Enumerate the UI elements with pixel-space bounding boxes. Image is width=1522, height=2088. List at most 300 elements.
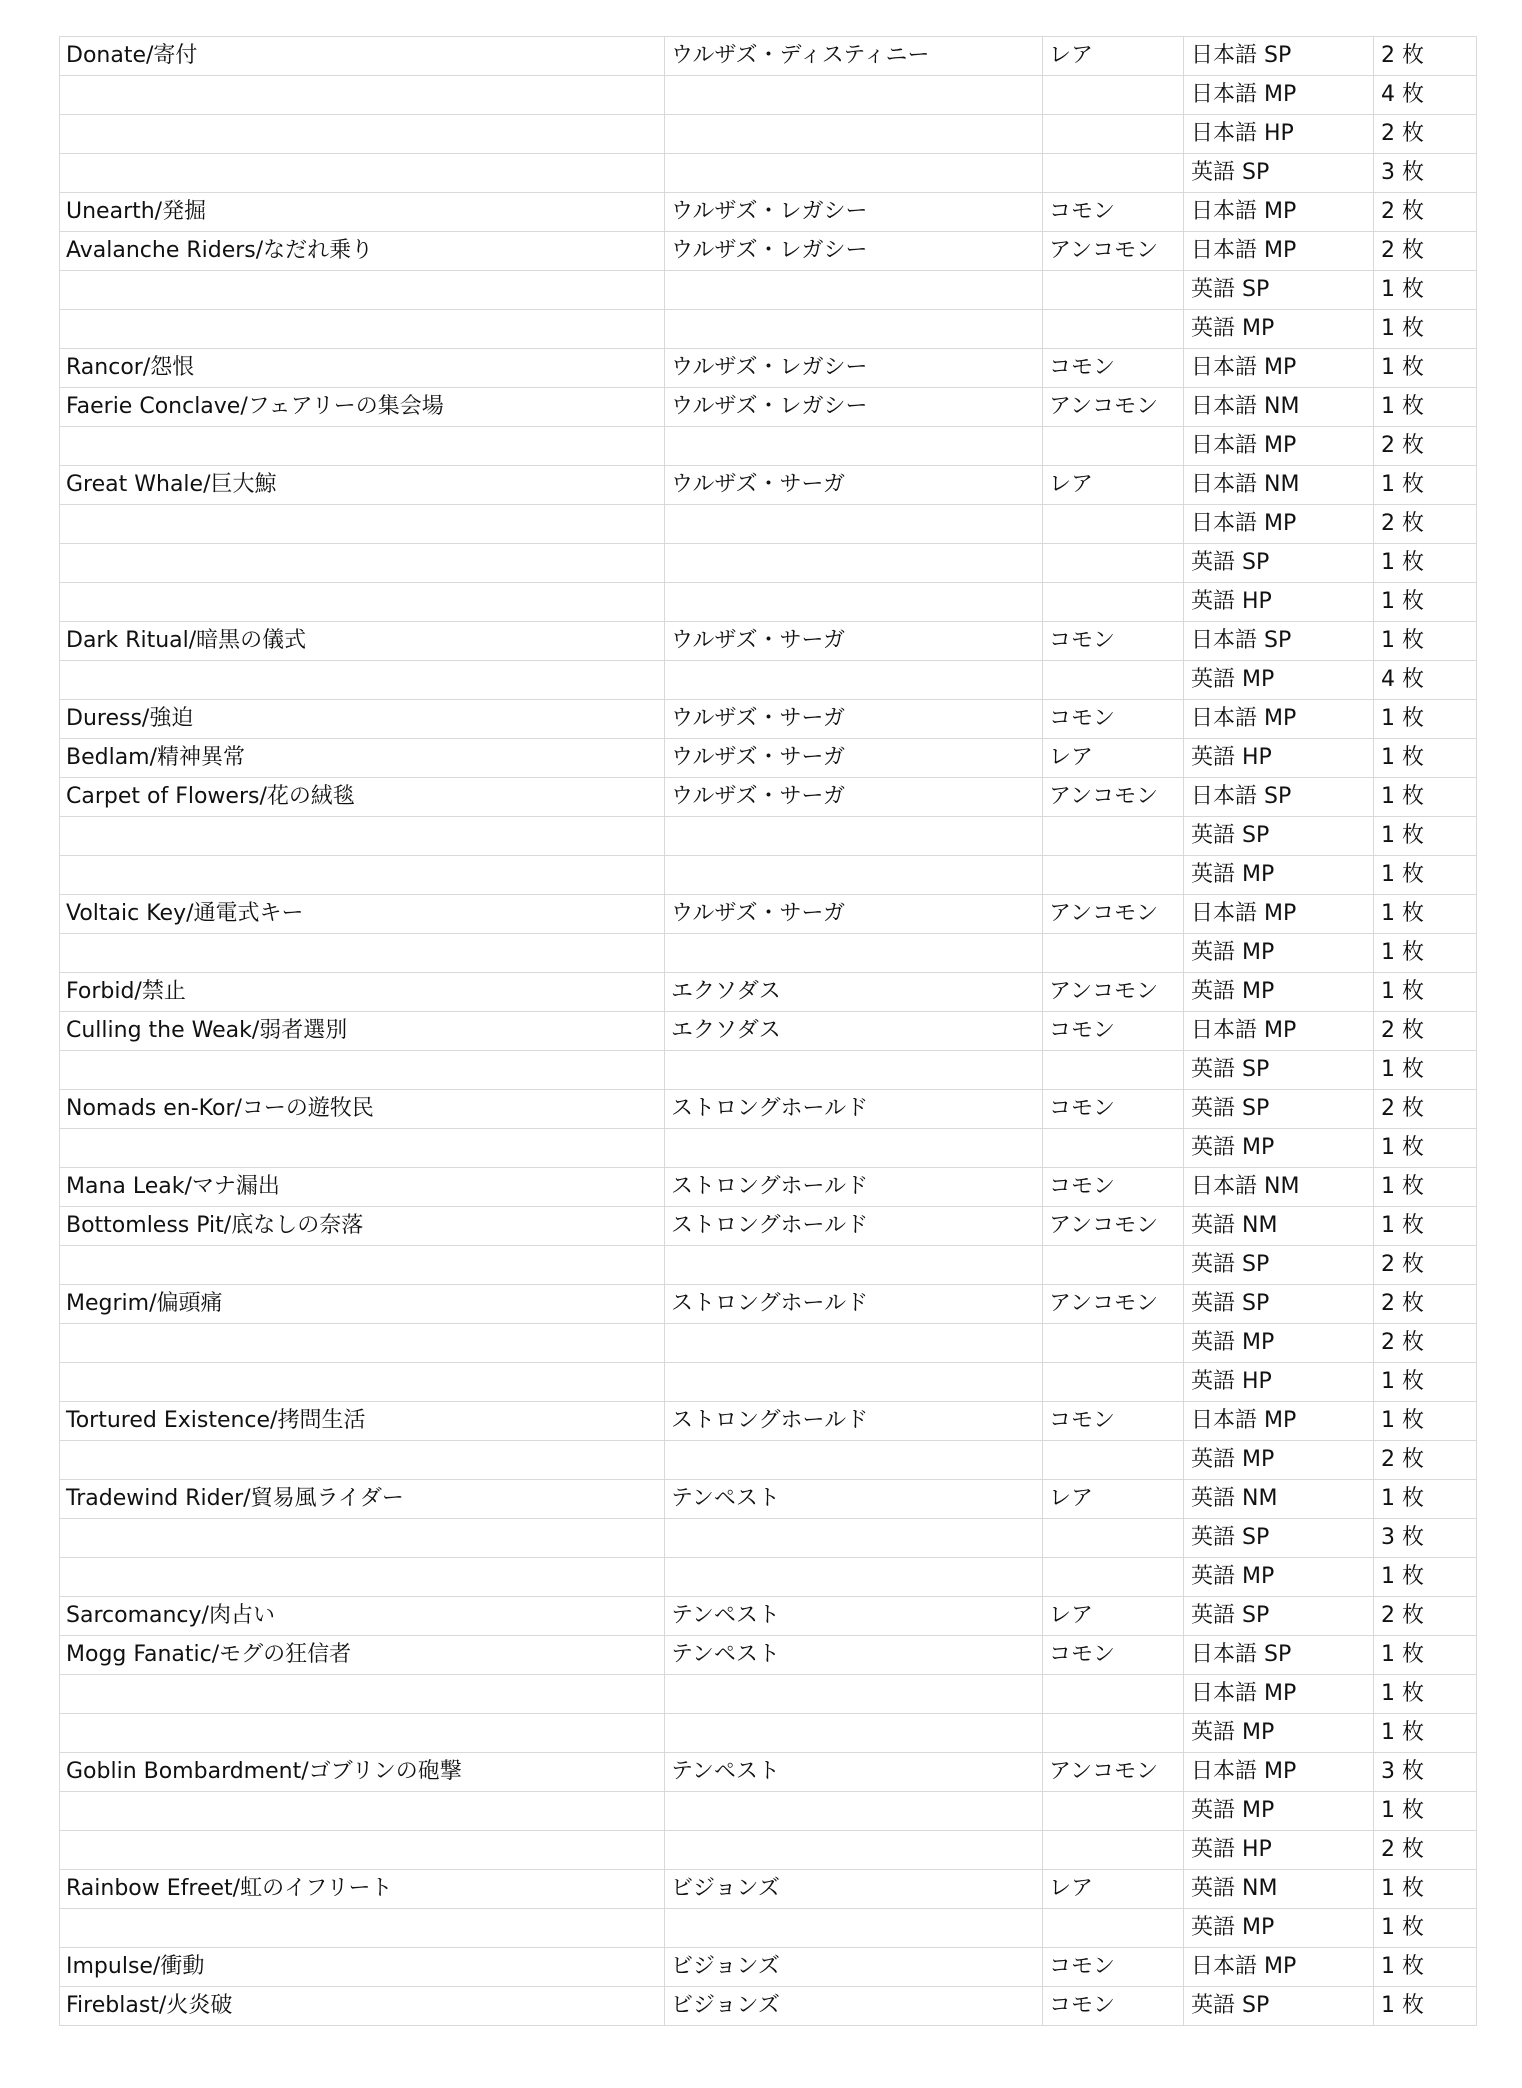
table-row bbox=[60, 154, 1477, 193]
card-name-cell: Tortured Existence/拷問生活 bbox=[60, 1402, 665, 1441]
rarity-cell: レア bbox=[1043, 1480, 1184, 1519]
set-name-cell: ストロングホールド bbox=[665, 1207, 1043, 1246]
rarity-cell: コモン bbox=[1043, 700, 1184, 739]
rarity-cell: アンコモン bbox=[1043, 895, 1184, 934]
quantity-cell: 1 枚 bbox=[1374, 1207, 1477, 1246]
quantity-cell: 1 枚 bbox=[1374, 1714, 1477, 1753]
quantity-cell: 1 枚 bbox=[1374, 1168, 1477, 1207]
set-name-cell bbox=[665, 583, 1043, 622]
set-name-cell bbox=[665, 661, 1043, 700]
language-condition-cell: 英語 SP bbox=[1184, 271, 1374, 310]
table-row bbox=[60, 1402, 1477, 1441]
quantity-cell: 1 枚 bbox=[1374, 622, 1477, 661]
rarity-cell bbox=[1043, 271, 1184, 310]
language-condition-cell: 日本語 NM bbox=[1184, 1168, 1374, 1207]
language-condition-cell: 日本語 MP bbox=[1184, 1948, 1374, 1987]
table-row bbox=[60, 1129, 1477, 1168]
card-name-cell bbox=[60, 1909, 665, 1948]
table-row bbox=[60, 1831, 1477, 1870]
set-name-cell bbox=[665, 1792, 1043, 1831]
card-name-cell: Impulse/衝動 bbox=[60, 1948, 665, 1987]
rarity-cell bbox=[1043, 1324, 1184, 1363]
set-name-cell: ウルザズ・レガシー bbox=[665, 388, 1043, 427]
card-name-cell bbox=[60, 310, 665, 349]
card-name-cell: Megrim/偏頭痛 bbox=[60, 1285, 665, 1324]
card-name-cell: Carpet of Flowers/花の絨毯 bbox=[60, 778, 665, 817]
table-row bbox=[60, 544, 1477, 583]
language-condition-cell: 英語 MP bbox=[1184, 310, 1374, 349]
inventory-rows bbox=[60, 37, 1477, 2026]
quantity-cell: 1 枚 bbox=[1374, 934, 1477, 973]
table-row bbox=[60, 1753, 1477, 1792]
quantity-cell: 2 枚 bbox=[1374, 115, 1477, 154]
set-name-cell: ウルザズ・レガシー bbox=[665, 349, 1043, 388]
quantity-cell: 2 枚 bbox=[1374, 193, 1477, 232]
set-name-cell: ストロングホールド bbox=[665, 1285, 1043, 1324]
language-condition-cell: 日本語 MP bbox=[1184, 700, 1374, 739]
quantity-cell: 1 枚 bbox=[1374, 388, 1477, 427]
rarity-cell bbox=[1043, 544, 1184, 583]
language-condition-cell: 英語 MP bbox=[1184, 1129, 1374, 1168]
table-row bbox=[60, 1909, 1477, 1948]
card-name-cell: Unearth/発掘 bbox=[60, 193, 665, 232]
language-condition-cell: 日本語 SP bbox=[1184, 1636, 1374, 1675]
card-name-cell bbox=[60, 1129, 665, 1168]
quantity-cell: 1 枚 bbox=[1374, 544, 1477, 583]
set-name-cell bbox=[665, 76, 1043, 115]
set-name-cell: ウルザズ・レガシー bbox=[665, 232, 1043, 271]
language-condition-cell: 日本語 HP bbox=[1184, 115, 1374, 154]
card-name-cell: Duress/強迫 bbox=[60, 700, 665, 739]
card-name-cell: Great Whale/巨大鯨 bbox=[60, 466, 665, 505]
language-condition-cell: 日本語 SP bbox=[1184, 778, 1374, 817]
card-name-cell: Voltaic Key/通電式キー bbox=[60, 895, 665, 934]
language-condition-cell: 英語 SP bbox=[1184, 1597, 1374, 1636]
rarity-cell: レア bbox=[1043, 1870, 1184, 1909]
rarity-cell bbox=[1043, 1831, 1184, 1870]
quantity-cell: 1 枚 bbox=[1374, 310, 1477, 349]
table-row bbox=[60, 271, 1477, 310]
card-name-cell bbox=[60, 1324, 665, 1363]
card-name-cell: Donate/寄付 bbox=[60, 37, 665, 76]
quantity-cell: 2 枚 bbox=[1374, 427, 1477, 466]
rarity-cell: コモン bbox=[1043, 1090, 1184, 1129]
table-row bbox=[60, 505, 1477, 544]
language-condition-cell: 英語 SP bbox=[1184, 544, 1374, 583]
language-condition-cell: 英語 MP bbox=[1184, 1714, 1374, 1753]
card-name-cell bbox=[60, 817, 665, 856]
language-condition-cell: 日本語 MP bbox=[1184, 895, 1374, 934]
rarity-cell bbox=[1043, 1441, 1184, 1480]
rarity-cell: コモン bbox=[1043, 1987, 1184, 2026]
card-name-cell bbox=[60, 427, 665, 466]
card-name-cell bbox=[60, 271, 665, 310]
card-name-cell bbox=[60, 934, 665, 973]
set-name-cell bbox=[665, 1246, 1043, 1285]
card-name-cell bbox=[60, 1246, 665, 1285]
card-name-cell bbox=[60, 1051, 665, 1090]
language-condition-cell: 英語 SP bbox=[1184, 1519, 1374, 1558]
set-name-cell: ストロングホールド bbox=[665, 1402, 1043, 1441]
card-name-cell bbox=[60, 154, 665, 193]
quantity-cell: 1 枚 bbox=[1374, 1948, 1477, 1987]
language-condition-cell: 日本語 MP bbox=[1184, 1012, 1374, 1051]
table-row bbox=[60, 1480, 1477, 1519]
quantity-cell: 1 枚 bbox=[1374, 1558, 1477, 1597]
quantity-cell: 1 枚 bbox=[1374, 1909, 1477, 1948]
set-name-cell bbox=[665, 817, 1043, 856]
rarity-cell bbox=[1043, 583, 1184, 622]
language-condition-cell: 日本語 MP bbox=[1184, 505, 1374, 544]
card-name-cell: Rancor/怨恨 bbox=[60, 349, 665, 388]
set-name-cell bbox=[665, 1519, 1043, 1558]
card-name-cell bbox=[60, 1363, 665, 1402]
table-row bbox=[60, 1012, 1477, 1051]
language-condition-cell: 英語 SP bbox=[1184, 154, 1374, 193]
set-name-cell: ウルザズ・ディスティニー bbox=[665, 37, 1043, 76]
table-row bbox=[60, 700, 1477, 739]
language-condition-cell: 英語 HP bbox=[1184, 1363, 1374, 1402]
quantity-cell: 2 枚 bbox=[1374, 232, 1477, 271]
card-name-cell bbox=[60, 1714, 665, 1753]
quantity-cell: 1 枚 bbox=[1374, 349, 1477, 388]
table-row bbox=[60, 1987, 1477, 2026]
rarity-cell bbox=[1043, 505, 1184, 544]
table-row bbox=[60, 583, 1477, 622]
table-row bbox=[60, 895, 1477, 934]
card-name-cell bbox=[60, 1441, 665, 1480]
rarity-cell: レア bbox=[1043, 466, 1184, 505]
set-name-cell bbox=[665, 1324, 1043, 1363]
card-name-cell: Avalanche Riders/なだれ乗り bbox=[60, 232, 665, 271]
quantity-cell: 2 枚 bbox=[1374, 1597, 1477, 1636]
card-inventory-table bbox=[59, 36, 1477, 2026]
rarity-cell: コモン bbox=[1043, 1168, 1184, 1207]
quantity-cell: 1 枚 bbox=[1374, 856, 1477, 895]
set-name-cell bbox=[665, 856, 1043, 895]
language-condition-cell: 英語 SP bbox=[1184, 1051, 1374, 1090]
language-condition-cell: 英語 SP bbox=[1184, 1285, 1374, 1324]
table-row bbox=[60, 1714, 1477, 1753]
rarity-cell bbox=[1043, 1519, 1184, 1558]
quantity-cell: 1 枚 bbox=[1374, 739, 1477, 778]
rarity-cell bbox=[1043, 1051, 1184, 1090]
set-name-cell: テンペスト bbox=[665, 1480, 1043, 1519]
rarity-cell: アンコモン bbox=[1043, 1207, 1184, 1246]
language-condition-cell: 英語 SP bbox=[1184, 817, 1374, 856]
rarity-cell: コモン bbox=[1043, 1402, 1184, 1441]
table-row bbox=[60, 1948, 1477, 1987]
set-name-cell: テンペスト bbox=[665, 1636, 1043, 1675]
quantity-cell: 1 枚 bbox=[1374, 778, 1477, 817]
rarity-cell bbox=[1043, 115, 1184, 154]
language-condition-cell: 日本語 NM bbox=[1184, 466, 1374, 505]
language-condition-cell: 日本語 MP bbox=[1184, 232, 1374, 271]
language-condition-cell: 英語 NM bbox=[1184, 1870, 1374, 1909]
rarity-cell bbox=[1043, 817, 1184, 856]
quantity-cell: 1 枚 bbox=[1374, 1363, 1477, 1402]
rarity-cell bbox=[1043, 1792, 1184, 1831]
rarity-cell: レア bbox=[1043, 1597, 1184, 1636]
quantity-cell: 1 枚 bbox=[1374, 1675, 1477, 1714]
card-name-cell: Faerie Conclave/フェアリーの集会場 bbox=[60, 388, 665, 427]
language-condition-cell: 英語 HP bbox=[1184, 583, 1374, 622]
set-name-cell: エクソダス bbox=[665, 1012, 1043, 1051]
quantity-cell: 1 枚 bbox=[1374, 1051, 1477, 1090]
language-condition-cell: 英語 NM bbox=[1184, 1480, 1374, 1519]
table-row bbox=[60, 1870, 1477, 1909]
rarity-cell: コモン bbox=[1043, 193, 1184, 232]
quantity-cell: 2 枚 bbox=[1374, 505, 1477, 544]
set-name-cell bbox=[665, 271, 1043, 310]
rarity-cell bbox=[1043, 310, 1184, 349]
card-name-cell bbox=[60, 1675, 665, 1714]
quantity-cell: 2 枚 bbox=[1374, 37, 1477, 76]
language-condition-cell: 英語 SP bbox=[1184, 1246, 1374, 1285]
set-name-cell bbox=[665, 1831, 1043, 1870]
card-name-cell: Dark Ritual/暗黒の儀式 bbox=[60, 622, 665, 661]
table-row bbox=[60, 1168, 1477, 1207]
set-name-cell: ウルザズ・サーガ bbox=[665, 700, 1043, 739]
set-name-cell: ウルザズ・サーガ bbox=[665, 739, 1043, 778]
rarity-cell bbox=[1043, 427, 1184, 466]
quantity-cell: 1 枚 bbox=[1374, 271, 1477, 310]
card-name-cell: Bottomless Pit/底なしの奈落 bbox=[60, 1207, 665, 1246]
table-row bbox=[60, 1675, 1477, 1714]
set-name-cell: ビジョンズ bbox=[665, 1987, 1043, 2026]
rarity-cell bbox=[1043, 1558, 1184, 1597]
set-name-cell: エクソダス bbox=[665, 973, 1043, 1012]
rarity-cell: コモン bbox=[1043, 1948, 1184, 1987]
table-row bbox=[60, 856, 1477, 895]
set-name-cell bbox=[665, 505, 1043, 544]
table-row bbox=[60, 1636, 1477, 1675]
set-name-cell bbox=[665, 1441, 1043, 1480]
set-name-cell bbox=[665, 934, 1043, 973]
table-row bbox=[60, 1246, 1477, 1285]
card-name-cell bbox=[60, 505, 665, 544]
rarity-cell bbox=[1043, 856, 1184, 895]
language-condition-cell: 日本語 MP bbox=[1184, 1675, 1374, 1714]
table-row bbox=[60, 1519, 1477, 1558]
table-row bbox=[60, 1363, 1477, 1402]
language-condition-cell: 英語 MP bbox=[1184, 856, 1374, 895]
set-name-cell: テンペスト bbox=[665, 1597, 1043, 1636]
table-row bbox=[60, 739, 1477, 778]
card-name-cell: Sarcomancy/肉占い bbox=[60, 1597, 665, 1636]
quantity-cell: 2 枚 bbox=[1374, 1012, 1477, 1051]
rarity-cell: コモン bbox=[1043, 622, 1184, 661]
set-name-cell: ウルザズ・レガシー bbox=[665, 193, 1043, 232]
set-name-cell: ウルザズ・サーガ bbox=[665, 895, 1043, 934]
language-condition-cell: 英語 MP bbox=[1184, 934, 1374, 973]
rarity-cell bbox=[1043, 661, 1184, 700]
rarity-cell bbox=[1043, 1909, 1184, 1948]
table-row bbox=[60, 1792, 1477, 1831]
quantity-cell: 1 枚 bbox=[1374, 466, 1477, 505]
language-condition-cell: 英語 MP bbox=[1184, 1558, 1374, 1597]
quantity-cell: 2 枚 bbox=[1374, 1285, 1477, 1324]
language-condition-cell: 日本語 SP bbox=[1184, 37, 1374, 76]
set-name-cell bbox=[665, 1675, 1043, 1714]
language-condition-cell: 英語 SP bbox=[1184, 1987, 1374, 2026]
table-row bbox=[60, 349, 1477, 388]
table-row bbox=[60, 1558, 1477, 1597]
set-name-cell: ビジョンズ bbox=[665, 1948, 1043, 1987]
language-condition-cell: 英語 MP bbox=[1184, 973, 1374, 1012]
quantity-cell: 1 枚 bbox=[1374, 1987, 1477, 2026]
set-name-cell: ウルザズ・サーガ bbox=[665, 466, 1043, 505]
language-condition-cell: 英語 SP bbox=[1184, 1090, 1374, 1129]
rarity-cell: アンコモン bbox=[1043, 778, 1184, 817]
card-name-cell bbox=[60, 115, 665, 154]
set-name-cell bbox=[665, 544, 1043, 583]
card-name-cell bbox=[60, 1792, 665, 1831]
quantity-cell: 3 枚 bbox=[1374, 1519, 1477, 1558]
card-name-cell bbox=[60, 1831, 665, 1870]
card-name-cell bbox=[60, 1519, 665, 1558]
table-row bbox=[60, 817, 1477, 856]
quantity-cell: 2 枚 bbox=[1374, 1246, 1477, 1285]
language-condition-cell: 日本語 MP bbox=[1184, 1402, 1374, 1441]
table-row bbox=[60, 1090, 1477, 1129]
language-condition-cell: 英語 MP bbox=[1184, 1792, 1374, 1831]
table-row bbox=[60, 1285, 1477, 1324]
set-name-cell bbox=[665, 1129, 1043, 1168]
rarity-cell: アンコモン bbox=[1043, 1285, 1184, 1324]
table-row bbox=[60, 1324, 1477, 1363]
table-row bbox=[60, 310, 1477, 349]
table-row bbox=[60, 622, 1477, 661]
rarity-cell bbox=[1043, 934, 1184, 973]
table-row bbox=[60, 1207, 1477, 1246]
table-row bbox=[60, 427, 1477, 466]
table-row bbox=[60, 193, 1477, 232]
card-name-cell: Tradewind Rider/貿易風ライダー bbox=[60, 1480, 665, 1519]
card-name-cell: Forbid/禁止 bbox=[60, 973, 665, 1012]
set-name-cell bbox=[665, 1714, 1043, 1753]
card-name-cell bbox=[60, 76, 665, 115]
set-name-cell: テンペスト bbox=[665, 1753, 1043, 1792]
rarity-cell bbox=[1043, 1714, 1184, 1753]
rarity-cell: アンコモン bbox=[1043, 1753, 1184, 1792]
language-condition-cell: 日本語 MP bbox=[1184, 193, 1374, 232]
language-condition-cell: 英語 MP bbox=[1184, 1324, 1374, 1363]
table-row bbox=[60, 388, 1477, 427]
card-name-cell: Mana Leak/マナ漏出 bbox=[60, 1168, 665, 1207]
rarity-cell: レア bbox=[1043, 37, 1184, 76]
set-name-cell: ビジョンズ bbox=[665, 1870, 1043, 1909]
card-name-cell bbox=[60, 661, 665, 700]
table-row bbox=[60, 934, 1477, 973]
quantity-cell: 2 枚 bbox=[1374, 1441, 1477, 1480]
table-row bbox=[60, 115, 1477, 154]
quantity-cell: 2 枚 bbox=[1374, 1831, 1477, 1870]
rarity-cell: コモン bbox=[1043, 349, 1184, 388]
set-name-cell: ウルザズ・サーガ bbox=[665, 778, 1043, 817]
card-name-cell: Bedlam/精神異常 bbox=[60, 739, 665, 778]
language-condition-cell: 日本語 MP bbox=[1184, 349, 1374, 388]
quantity-cell: 2 枚 bbox=[1374, 1090, 1477, 1129]
quantity-cell: 4 枚 bbox=[1374, 76, 1477, 115]
language-condition-cell: 日本語 MP bbox=[1184, 76, 1374, 115]
rarity-cell: コモン bbox=[1043, 1012, 1184, 1051]
rarity-cell bbox=[1043, 1363, 1184, 1402]
table-row bbox=[60, 76, 1477, 115]
rarity-cell bbox=[1043, 1675, 1184, 1714]
rarity-cell: アンコモン bbox=[1043, 973, 1184, 1012]
card-name-cell bbox=[60, 583, 665, 622]
quantity-cell: 1 枚 bbox=[1374, 1402, 1477, 1441]
language-condition-cell: 日本語 MP bbox=[1184, 427, 1374, 466]
card-name-cell bbox=[60, 856, 665, 895]
set-name-cell: ストロングホールド bbox=[665, 1090, 1043, 1129]
card-name-cell: Nomads en-Kor/コーの遊牧民 bbox=[60, 1090, 665, 1129]
table-row bbox=[60, 973, 1477, 1012]
set-name-cell: ストロングホールド bbox=[665, 1168, 1043, 1207]
set-name-cell bbox=[665, 154, 1043, 193]
quantity-cell: 1 枚 bbox=[1374, 583, 1477, 622]
language-condition-cell: 日本語 MP bbox=[1184, 1753, 1374, 1792]
rarity-cell bbox=[1043, 76, 1184, 115]
card-name-cell: Rainbow Efreet/虹のイフリート bbox=[60, 1870, 665, 1909]
rarity-cell: アンコモン bbox=[1043, 388, 1184, 427]
quantity-cell: 1 枚 bbox=[1374, 973, 1477, 1012]
set-name-cell: ウルザズ・サーガ bbox=[665, 622, 1043, 661]
table-row bbox=[60, 1597, 1477, 1636]
set-name-cell bbox=[665, 1558, 1043, 1597]
language-condition-cell: 英語 MP bbox=[1184, 1441, 1374, 1480]
rarity-cell bbox=[1043, 1129, 1184, 1168]
quantity-cell: 1 枚 bbox=[1374, 895, 1477, 934]
table-row bbox=[60, 232, 1477, 271]
card-name-cell: Fireblast/火炎破 bbox=[60, 1987, 665, 2026]
quantity-cell: 1 枚 bbox=[1374, 1129, 1477, 1168]
language-condition-cell: 英語 HP bbox=[1184, 739, 1374, 778]
set-name-cell bbox=[665, 427, 1043, 466]
card-name-cell: Goblin Bombardment/ゴブリンの砲撃 bbox=[60, 1753, 665, 1792]
language-condition-cell: 日本語 NM bbox=[1184, 388, 1374, 427]
set-name-cell bbox=[665, 1051, 1043, 1090]
rarity-cell: コモン bbox=[1043, 1636, 1184, 1675]
rarity-cell bbox=[1043, 154, 1184, 193]
card-name-cell: Culling the Weak/弱者選別 bbox=[60, 1012, 665, 1051]
card-name-cell: Mogg Fanatic/モグの狂信者 bbox=[60, 1636, 665, 1675]
quantity-cell: 1 枚 bbox=[1374, 700, 1477, 739]
table-row bbox=[60, 661, 1477, 700]
quantity-cell: 1 枚 bbox=[1374, 1870, 1477, 1909]
table-row bbox=[60, 37, 1477, 76]
set-name-cell bbox=[665, 310, 1043, 349]
rarity-cell: レア bbox=[1043, 739, 1184, 778]
set-name-cell bbox=[665, 115, 1043, 154]
quantity-cell: 1 枚 bbox=[1374, 1480, 1477, 1519]
card-name-cell bbox=[60, 544, 665, 583]
quantity-cell: 3 枚 bbox=[1374, 1753, 1477, 1792]
rarity-cell: アンコモン bbox=[1043, 232, 1184, 271]
table-row bbox=[60, 1051, 1477, 1090]
table-row bbox=[60, 1441, 1477, 1480]
language-condition-cell: 英語 MP bbox=[1184, 661, 1374, 700]
language-condition-cell: 英語 HP bbox=[1184, 1831, 1374, 1870]
table-row bbox=[60, 466, 1477, 505]
language-condition-cell: 日本語 SP bbox=[1184, 622, 1374, 661]
quantity-cell: 4 枚 bbox=[1374, 661, 1477, 700]
rarity-cell bbox=[1043, 1246, 1184, 1285]
quantity-cell: 1 枚 bbox=[1374, 1792, 1477, 1831]
quantity-cell: 2 枚 bbox=[1374, 1324, 1477, 1363]
set-name-cell bbox=[665, 1909, 1043, 1948]
